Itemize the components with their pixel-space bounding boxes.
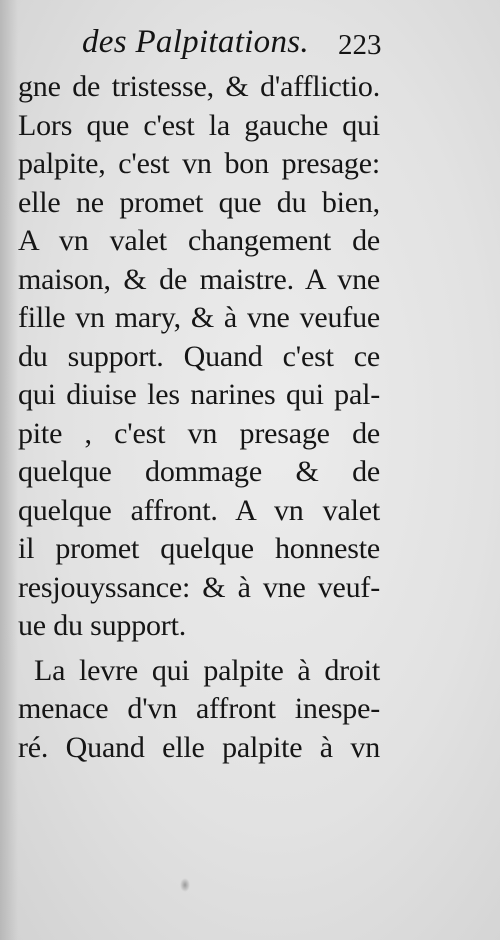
- text-line: menace d'vn affront inespe-: [18, 692, 380, 725]
- text-line: palpite, c'est vn bon presage:: [18, 147, 380, 180]
- text-line: quelque affront. A vn valet: [18, 493, 380, 527]
- text-line: il promet quelque honneste: [18, 532, 380, 565]
- paper-speck: [180, 878, 190, 892]
- text-line: fille vn mary, & à vne veufue: [18, 301, 380, 334]
- text-line: qui diuise les narines qui pal-: [18, 378, 380, 411]
- page-number: 223: [338, 29, 382, 61]
- text-line: gne de tristesse, & d'afflictio.: [18, 70, 380, 103]
- text-line: ré. Quand elle palpite à vn: [18, 730, 380, 764]
- gutter-shadow: [0, 0, 18, 940]
- text-line: A vn valet changement de: [18, 224, 380, 257]
- running-head-title: des Palpitations.: [82, 24, 309, 60]
- running-head: [0, 10, 500, 70]
- text-line: La levre qui palpite à droit: [34, 653, 380, 687]
- text-line: ue du support.: [18, 609, 187, 642]
- text-line: maison, & de maistre. A vne: [18, 262, 380, 296]
- text-line: Lors que c'est la gauche qui: [18, 108, 380, 142]
- text-line: elle ne promet que du bien,: [18, 185, 380, 219]
- text-line: pite , c'est vn presage de: [18, 416, 380, 450]
- text-line: resjouyssance: & à vne veuf-: [18, 570, 380, 604]
- body-text: [18, 68, 380, 767]
- text-line: du support. Quand c'est ce: [18, 339, 380, 373]
- text-line: quelque dommage & de: [18, 455, 380, 488]
